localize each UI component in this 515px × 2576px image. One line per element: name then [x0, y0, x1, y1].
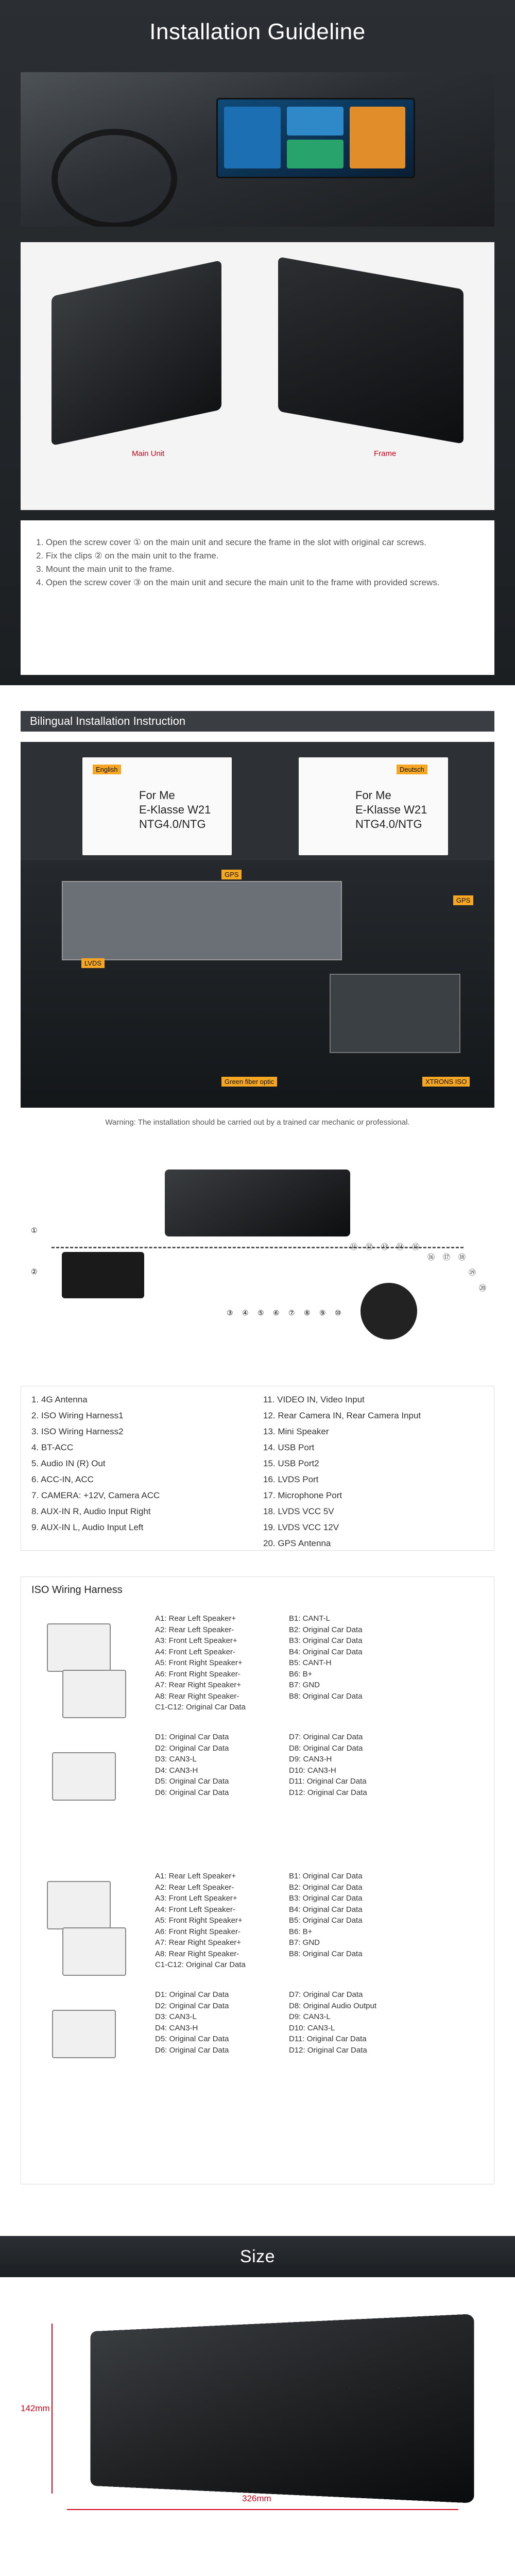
wire-number: ⑰ [443, 1253, 450, 1261]
wire-number: ② [31, 1267, 38, 1276]
pin-label: D8: Original Audio Output [289, 2001, 377, 2010]
wiring-item: 14. USB Port [263, 1443, 315, 1452]
manual-text: For Me E-Klasse W21 NTG4.0/NTG [355, 789, 427, 831]
install-step: 4. Open the screw cover ③ on the main unit and secure the main unit to the frame with provided screws. [36, 578, 440, 587]
pin-label: A8: Rear Right Speaker- [155, 1691, 239, 1701]
pin-label: B7: GND [289, 1681, 320, 1689]
wiring-item: 18. LVDS VCC 5V [263, 1506, 334, 1516]
pin-label: A3: Front Left Speaker+ [155, 1636, 237, 1645]
wiring-item: 4. BT-ACC [31, 1443, 74, 1452]
pin-label: A8: Rear Right Speaker- [155, 1949, 239, 1958]
wire-number: ⑨ [319, 1309, 326, 1317]
wiring-item: 11. VIDEO IN, Video Input [263, 1395, 365, 1404]
wiring-item: 3. ISO Wiring Harness2 [31, 1427, 124, 1436]
wiring-list-right [263, 1392, 421, 1551]
pin-label: A7: Rear Right Speaker+ [155, 1681, 242, 1689]
pin-label: A2: Rear Left Speaker- [155, 1883, 234, 1892]
pin-label: B1: CANT-L [289, 1614, 331, 1623]
pin-label: D10: CAN3-L [289, 2023, 335, 2032]
wire-number: ⑬ [381, 1243, 388, 1251]
pin-label: A6: Front Right Speaker- [155, 1927, 241, 1936]
pin-label: B8: Original Car Data [289, 1949, 363, 1958]
pin-label: D9: CAN3-H [289, 1755, 332, 1764]
pin-label: D1: Original Car Data [155, 1733, 229, 1741]
wiring-list-left [31, 1392, 160, 1535]
wire-number: ⑯ [427, 1253, 435, 1261]
pin-label: C1-C12: Original Car Data [155, 1703, 246, 1711]
installation-title: Installation Guideline [149, 19, 366, 44]
bilingual-title: Bilingual Installation Instruction [21, 711, 494, 732]
wire-number: ⑭ [397, 1243, 404, 1251]
wiring-item: 7. CAMERA: +12V, Camera ACC [31, 1490, 160, 1500]
install-step: 2. Fix the clips ② on the main unit to the frame. [36, 551, 219, 561]
install-parts-area [21, 242, 494, 510]
pin-label: D7: Original Car Data [289, 1733, 363, 1741]
pin-label: D10: CAN3-H [289, 1766, 336, 1775]
iso-harness-image [62, 1252, 144, 1298]
wire-number: ⑱ [458, 1253, 466, 1261]
pin-label: D9: CAN3-L [289, 2012, 331, 2021]
wire-number: ⑲ [469, 1268, 476, 1277]
manual-text: For Me E-Klasse W21 NTG4.0/NTG [139, 789, 211, 831]
pin-label: D11: Original Car Data [289, 2035, 367, 2043]
size-title: Size [239, 2247, 276, 2266]
main-unit-image [52, 260, 221, 446]
pin-label: D4: CAN3-H [155, 2023, 198, 2032]
pin-label: D3: CAN3-L [155, 2012, 197, 2021]
wire-number: ⑪ [350, 1243, 357, 1251]
iso-section [0, 1561, 515, 2205]
pin-label: A4: Front Left Speaker- [155, 1905, 235, 1914]
unit-back-image [165, 1170, 350, 1236]
pin-label: B4: Original Car Data [289, 1647, 363, 1656]
lvds-tag: LVDS [81, 958, 105, 968]
iso-d2-pins [289, 1732, 367, 1798]
bilingual-section [0, 685, 515, 1149]
pin-label: B2: Original Car Data [289, 1625, 363, 1634]
iso-d-pins [155, 1732, 229, 1798]
frame-image [278, 257, 464, 444]
wiring-item: 16. LVDS Port [263, 1475, 319, 1484]
pin-label: C1-C12: Original Car Data [155, 1960, 246, 1969]
pin-label: B8: Original Car Data [289, 1691, 363, 1701]
gps-tag: GPS [453, 895, 473, 905]
height-dimension: 142mm [21, 2403, 50, 2413]
pin-label: A6: Front Right Speaker- [155, 1669, 241, 1679]
frame-label: Frame [374, 449, 397, 458]
pin-label: D3: CAN3-L [155, 1755, 197, 1764]
manual-english [82, 757, 232, 855]
pin-label: B1: Original Car Data [289, 1872, 363, 1880]
manual-german [299, 757, 448, 855]
green-fiber-tag: Green fiber optic [221, 1077, 277, 1087]
pin-label: A1: Rear Left Speaker+ [155, 1614, 236, 1623]
iso-b-pins [289, 1613, 363, 1702]
wiring-diagram [21, 1149, 494, 1370]
pin-label: B4: Original Car Data [289, 1905, 363, 1914]
pin-label: B7: GND [289, 1938, 320, 1947]
pin-label: A5: Front Right Speaker+ [155, 1658, 243, 1667]
gps-tag: GPS [221, 870, 242, 879]
width-dimension-line [67, 2509, 458, 2510]
pin-label: D6: Original Car Data [155, 2045, 229, 2055]
manual-photo [21, 742, 494, 860]
iso-panel [21, 1577, 494, 2184]
install-step: 1. Open the screw cover ① on the main unit and secure the frame in the slot with original car screws. [36, 537, 426, 547]
wiring-item: 2. ISO Wiring Harness1 [31, 1411, 124, 1420]
pin-label: B5: CANT-H [289, 1658, 332, 1667]
pin-label: B6: B+ [289, 1669, 313, 1679]
pin-label: D1: Original Car Data [155, 1990, 229, 1999]
iso-d-connector-photo [31, 1737, 134, 1819]
iso-harness-photo [31, 1871, 134, 1974]
wire-number: ⑥ [273, 1309, 280, 1317]
pin-label: D5: Original Car Data [155, 2035, 229, 2043]
iso-b-pins [289, 1871, 363, 1959]
iso-a-pins [155, 1613, 246, 1713]
wire-number: ⑦ [288, 1309, 295, 1317]
wire-number: ⑧ [304, 1309, 311, 1317]
wire-number: ⑤ [258, 1309, 264, 1317]
wiring-item: 6. ACC-IN, ACC [31, 1475, 94, 1484]
unit-size-image [90, 2314, 474, 2503]
wiring-item: 19. LVDS VCC 12V [263, 1522, 339, 1532]
pin-label: B6: B+ [289, 1927, 313, 1936]
head-unit-screen [216, 98, 415, 178]
install-steps [21, 520, 494, 675]
cable-bundle [330, 974, 460, 1053]
wiring-section [0, 1149, 515, 1561]
pin-label: A3: Front Left Speaker+ [155, 1894, 237, 1903]
wire-number: ③ [227, 1309, 233, 1317]
pin-label: A4: Front Left Speaker- [155, 1647, 235, 1656]
wiring-legend [21, 1386, 494, 1551]
wiring-item: 9. AUX-IN L, Audio Input Left [31, 1522, 144, 1532]
wire-number: ① [31, 1226, 38, 1234]
iso-d2-pins [289, 1989, 376, 2056]
pin-label: A7: Rear Right Speaker+ [155, 1938, 242, 1947]
english-tag: English [93, 765, 121, 774]
gps-antenna-image [360, 1283, 417, 1340]
wire-number: ⑮ [412, 1243, 419, 1251]
wiring-item: 1. 4G Antenna [31, 1395, 88, 1404]
dashboard-cavity [62, 881, 342, 960]
height-dimension-line [52, 2324, 53, 2494]
iso-d-pins [155, 1989, 229, 2056]
wiring-item: 12. Rear Camera IN, Rear Camera Input [263, 1411, 421, 1420]
pin-label: A2: Rear Left Speaker- [155, 1625, 234, 1634]
size-section [0, 2277, 515, 2555]
width-dimension: 326mm [242, 2494, 271, 2503]
installation-section [0, 0, 515, 685]
wiring-item: 5. Audio IN (R) Out [31, 1459, 106, 1468]
pin-label: B5: Original Car Data [289, 1916, 363, 1925]
wire-number: ⑫ [366, 1243, 373, 1251]
pin-label: A1: Rear Left Speaker+ [155, 1872, 236, 1880]
wiring-item: 8. AUX-IN R, Audio Input Right [31, 1506, 151, 1516]
wiring-photo [21, 860, 494, 1108]
install-step: 3. Mount the main unit to the frame. [36, 564, 175, 574]
wire-number: ⑩ [335, 1309, 341, 1317]
car-interior-photo [21, 72, 494, 227]
pin-label: D12: Original Car Data [289, 2045, 367, 2055]
pin-label: D2: Original Car Data [155, 1743, 229, 1753]
pin-label: D6: Original Car Data [155, 1788, 229, 1797]
wire-number: ④ [242, 1309, 249, 1317]
pin-label: D11: Original Car Data [289, 1777, 367, 1786]
size-header [0, 2236, 515, 2277]
wiring-item: 20. GPS Antenna [263, 1538, 331, 1548]
wiring-item: 17. Microphone Port [263, 1490, 342, 1500]
pin-label: B2: Original Car Data [289, 1883, 363, 1892]
warning-text: Warning: The installation should be carried out by a trained car mechanic or professional. [105, 1118, 410, 1127]
pin-label: D5: Original Car Data [155, 1777, 229, 1786]
iso-d-connector-photo [31, 1994, 134, 2077]
pin-label: B3: Original Car Data [289, 1894, 363, 1903]
main-unit-label: Main Unit [132, 449, 165, 458]
iso-title: ISO Wiring Harness [31, 1584, 123, 1596]
wire-number: ⑳ [479, 1284, 486, 1292]
pin-label: A5: Front Right Speaker+ [155, 1916, 243, 1925]
pin-label: D7: Original Car Data [289, 1990, 363, 1999]
iso-a-pins [155, 1871, 246, 1971]
wiring-item: 15. USB Port2 [263, 1459, 319, 1468]
wiring-item: 13. Mini Speaker [263, 1427, 329, 1436]
pin-label: D4: CAN3-H [155, 1766, 198, 1775]
pin-label: D8: Original Car Data [289, 1743, 363, 1753]
xtrons-iso-tag: XTRONS ISO [422, 1077, 470, 1087]
pin-label: B3: Original Car Data [289, 1636, 363, 1645]
german-tag: Deutsch [397, 765, 427, 774]
iso-harness-photo [31, 1613, 134, 1716]
pin-label: D12: Original Car Data [289, 1788, 367, 1797]
pin-label: D2: Original Car Data [155, 2001, 229, 2010]
